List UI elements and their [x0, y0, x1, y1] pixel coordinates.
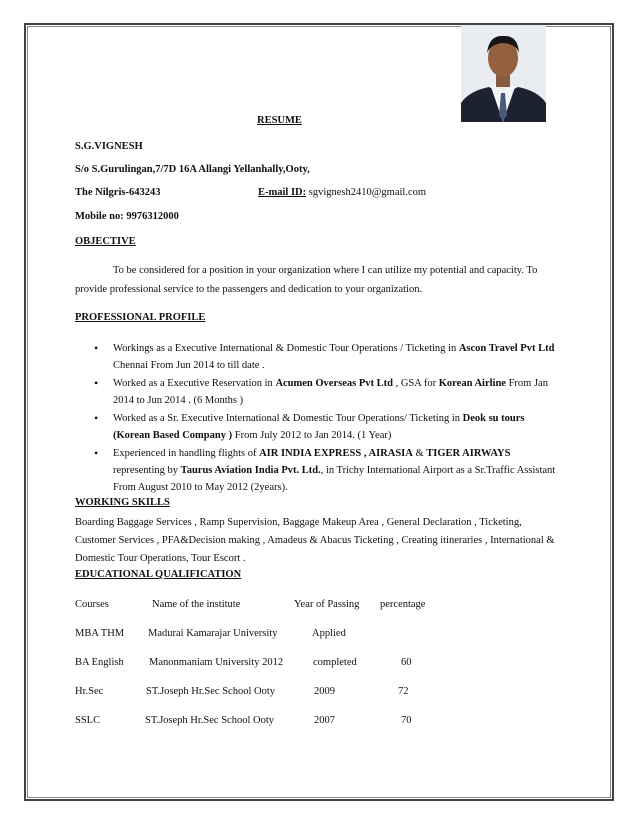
objective-text-line1: To be considered for a position in your organization where I can utilize my potential and capacity. To [113, 265, 538, 276]
table-cell: SSLC [75, 715, 101, 726]
table-cell: 2007 [314, 715, 335, 726]
list-item [92, 375, 564, 409]
profile-item-text: Workings as a Executive International & Domestic Tour Operations / Ticketing in [113, 343, 459, 354]
profile-item-airlines: AIR INDIA EXPRESS , AIRASIA [259, 448, 413, 459]
profile-item-text: From July 2012 to Jan 2014. (1 Year) [232, 430, 392, 441]
table-cell: Hr.Sec [75, 686, 104, 697]
email-label: E-mail ID: [258, 187, 307, 198]
skills-text: Boarding Baggage Services , Ramp Supervision, Baggage Makeup Area , General Declaration , Ticketing, Customer Services , PFA&Decision making , Amadeus & Abacus Ticketing , Creating itineraries , International & Domestic Tour Operations, Tour Escort . [75, 517, 555, 564]
list-item [92, 445, 564, 496]
candidate-name: S.G.VIGNESH [75, 141, 143, 152]
column-header: Year of Passing [294, 599, 360, 610]
table-cell: Madurai Kamarajar University [148, 628, 278, 639]
resume-heading: RESUME [257, 115, 302, 126]
objective-title: OBJECTIVE [75, 236, 136, 247]
address-line1: S/o S.Gurulingan,7/7D 16A Allangi Yellanhally,Ooty, [75, 164, 310, 175]
profile-item-airline: Korean Airline [438, 378, 506, 389]
email-value: sgvignesh2410@gmail.com [306, 187, 427, 198]
profile-item-company: Ascon Travel Pvt Ltd [458, 343, 555, 354]
bullet-icon: • [94, 376, 99, 390]
profile-item-text: & [412, 448, 427, 459]
education-title: EDUCATIONAL QUALIFICATION [75, 569, 242, 580]
bullet-icon: • [94, 411, 99, 425]
objective-text-line2: provide professional service to the passengers and dedication to your organization. [75, 284, 423, 295]
profile-item-text: Worked as a Sr. Executive International & Domestic Tour Operations/ Ticketing in [113, 413, 463, 424]
table-cell: 60 [401, 657, 412, 668]
table-cell: 70 [401, 715, 412, 726]
profile-item-company: Acumen Overseas Pvt Ltd [275, 378, 393, 389]
profile-item-text: Worked as a Executive Reservation in [113, 378, 276, 389]
table-row [75, 628, 555, 642]
email-line [258, 187, 426, 198]
table-cell: completed [313, 657, 357, 668]
profile-photo [461, 25, 546, 122]
profile-item-company: Taurus Aviation India Pvt. Ltd. [180, 465, 321, 476]
profile-item-text: representing by [113, 465, 181, 476]
bullet-icon: • [94, 341, 99, 355]
table-cell: ST.Joseph Hr.Sec School Ooty [145, 715, 275, 726]
profile-list [92, 340, 564, 497]
table-row [75, 657, 555, 671]
list-item [92, 340, 564, 374]
column-header: Name of the institute [152, 599, 241, 610]
profile-item-text: Chennai From Jun 2014 to till date . [113, 360, 265, 371]
table-cell: ST.Joseph Hr.Sec School Ooty [146, 686, 276, 697]
column-header: Courses [75, 599, 109, 610]
address-line2: The Nilgris-643243 [75, 187, 161, 198]
table-cell: 72 [398, 686, 409, 697]
table-cell: MBA THM [75, 628, 125, 639]
bullet-icon: • [94, 446, 99, 460]
profile-item-text: , in Trichy International Airport as a Sr.Traffic Assistant From August 2010 to May 2012 (2years). [113, 465, 556, 493]
profile-item-text: , GSA for [392, 378, 439, 389]
skills-title: WORKING SKILLS [75, 497, 170, 508]
profile-item-company: Deok su tours (Korean Based Company ) [113, 413, 525, 441]
profile-item-airline: TIGER AIRWAYS [426, 448, 511, 459]
profile-title: PROFESSIONAL PROFILE [75, 312, 206, 323]
list-item [92, 410, 564, 444]
mobile-number: Mobile no: 9976312000 [75, 211, 179, 222]
table-cell: Applied [312, 628, 346, 639]
column-header: percentage [380, 599, 426, 610]
profile-item-text: From Jan 2014 to Jun 2014 . (6 Months ) [113, 378, 548, 406]
table-cell: Manonmaniam University 2012 [149, 657, 284, 668]
table-cell: 2009 [314, 686, 335, 697]
education-header-row [75, 599, 555, 613]
table-cell: BA English [75, 657, 124, 668]
table-row [75, 686, 555, 700]
profile-item-text: Experienced in handling flights of [113, 448, 260, 459]
table-row [75, 715, 555, 729]
